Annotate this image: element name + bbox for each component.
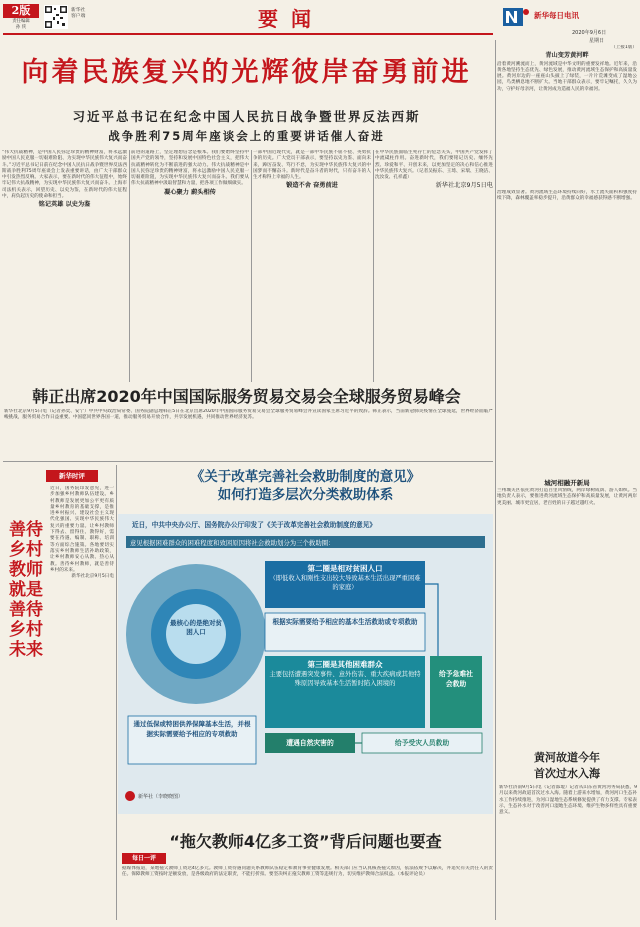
third-ring-head: 第三圈是其他困难群众 [307, 660, 383, 669]
lead-credit: 新华社北京9月5日电 [435, 182, 493, 190]
graphic-title [118, 468, 493, 504]
second-ring-measure: 根据实际需要给予相应的基本生活救助或专项救助 [272, 618, 418, 626]
third-ring-box [269, 660, 421, 688]
graphic-title-line-2: 如何打造多层次分类救助体系 [217, 487, 394, 503]
commentary-text: 近日，国务院印发意见，进一步加强乡村教师队伍建设。乡村教师是发展更加公平更有质量乡村教育的基础支撑，是推进乡村振兴、建设社会主义现代化强国、实现中华民族伟大复兴的重要力量。让乡村教师下得去、留得住、教得好，需要在待遇、编制、职称、培训等方面综合施策。各地要切实落实乡村教师生活补助政策，让乡村教师安心从教、热心从教。善待乡村教师，就是善待乡村的未来。 [50, 486, 114, 573]
graphic-intro: 近日，中共中央办公厅、国务院办公厅印发了《关于改革完善社会救助制度的意见》 [132, 521, 376, 529]
second-story-body: 新华社北京9月5日电（记者孙奕、安宁）中共中央政治局常委、国务院副总理韩正5日在北京出席2020年中国国际服务贸易交易会全球服务贸易峰会并宣读国家主席习近平的致辞。韩正表示，当前新冠肺炎疫情在全球蔓延，世界经济面临严峻挑战，服务贸易合作日益重要。中国愿同世界各国一道，推动服务贸易开放合作，共享发展机遇，共同推动世界经济复苏。 [4, 409, 493, 421]
core-measure-box: 通过低保或特困供养保障基本生活，并根据实际需要给予相应的专项救助 [133, 720, 251, 738]
third-ring-detail: 主要包括遭遇突发事件、意外伤害、重大疾病或其他特殊原因导致基本生活暂时陷入困境的 [269, 671, 421, 688]
app-label-line-1: 新华社 [71, 8, 86, 13]
lead-headline: 向着民族复兴的光辉彼岸奋勇前进 [21, 57, 472, 88]
right-top-title: 青山变芳黄河畔 [545, 52, 589, 60]
section-rule [3, 461, 493, 462]
publication-date: 2020年9月6日 [572, 30, 607, 36]
column-rule [251, 150, 252, 382]
lead-column-4 [375, 150, 493, 390]
second-ring-detail: （即低收入和刚性支出较大导致基本生活出现严重困难的家庭） [269, 575, 421, 591]
third-headline: “拖欠教师4亿多工资”背后问题也要查 [169, 832, 442, 851]
fourth-headline-line-2: 首次过水入海 [534, 767, 600, 780]
graphic-subintro: 意见根据困难群众的困难程度和致困原因将社会救助划分为三个救助圈： [130, 539, 335, 547]
lead-column-4-text: 在中华民族面临生死存亡的危急关头，中国共产党发挥了中流砥柱作用。奋进新时代，我们要铭记历史、缅怀先烈、珍爱和平、开创未来，以更加坚定的决心和信心推进中华民族伟大复兴。（记者吴振东、王琦、宋瑞、王晓洁、沈汝发、孔祥鑫） [375, 150, 493, 181]
lead-column-1 [2, 150, 127, 390]
publication-weekday: 星期日 [589, 38, 605, 44]
app-label-line-2: 客户端 [71, 14, 86, 19]
column-rule [116, 465, 117, 920]
lead-column-1-text: “伟大抗战精神，是中国人民弥足珍贵的精神财富，将永远激励中国人民克服一切艰难险阻、为实现中华民族伟大复兴而奋斗。”习近平总书记日前在纪念中国人民抗日战争暨世界反法西斯战争胜利75周年座谈会上发表重要讲话，由广大干部群众中引发热烈反响。大家表示，要在新时代的伟大征程中，始终牢记伟大抗战精神，为实现中华民族伟大复兴而奋斗。上海市司法机关表示，回望历史、以史为鉴，在新时代的伟大征程中，肩负起历史的使命和担当。 [2, 150, 127, 200]
graphic-source: 新华社（李晓晓图） [138, 794, 184, 800]
commentary-title: 善待乡村教师就是善待乡村未来 [9, 520, 43, 660]
lead-subhead-2: 战争胜利75周年座谈会上的重要讲话催人奋进 [108, 129, 385, 143]
commentary-body [50, 486, 114, 918]
editor-line-1: 责任编辑 [12, 19, 30, 24]
editor-info [3, 19, 39, 30]
graphic-title-line-1: 《关于改革完善社会救助制度的意见》 [190, 469, 421, 485]
continued-tag: （上接1版） [611, 45, 637, 50]
third-story-body: 据媒体报道，某地拖欠教师工资达4亿多元。教师工资待遇问题关系教师队伍稳定和教育事业健康发展。相关部门应当认真核查拖欠原因，依法依规予以解决，并追究有关责任人的责任。保障教师工资按时足额发放，是各级政府的法定职责，不能打折扣。要坚决纠正拖欠教师工资等违规行为，切实维护教师合法权益。（本报评论员） [122, 866, 493, 878]
inner-ring-label: 最核心的是绝对贫困人口 [170, 619, 222, 636]
lead-subtitle-3: 锻造不舍 奋勇前进 [286, 182, 338, 190]
lead-subhead-1: 习近平总书记在纪念中国人民抗日战争暨世界反法西斯 [72, 109, 421, 124]
lead-column-2 [131, 150, 249, 390]
commentary-tag: 新华时评 [46, 470, 98, 482]
column-rule [129, 150, 130, 382]
commentary-credit: 新华社北京9月5日电 [71, 574, 114, 580]
disaster-aid-label: 给予受灾人员救助 [394, 739, 450, 747]
column-rule [373, 150, 374, 382]
right-top-body: 沿着黄河溯流而上，黄河流域是中华文明的重要发祥地。近年来，沿黄各地坚持生态优先、绿色发展，推动黄河流域生态保护和高质量发展。黄河岸边的一座座山头披上了绿装，一片片荒滩变成了湿地公园，鸟类栖息地不断扩大。当地干部群众表示，要牢记嘱托，久久为功，守护好母亲河，让黄河成为造福人民的幸福河。 [497, 61, 637, 92]
page-number-badge: 2版 [3, 4, 39, 18]
section-title: 要 闻 [258, 7, 314, 31]
newspaper-logo-icon [503, 6, 531, 28]
fourth-story-body: 新华社济南9月5日电（记者邵琨）记者从山东省黄河河务局获悉，9月以来黄河故道首次过水入海。随着上游来水增加，黄河河口生态补水工作持续推进，为河口湿地生态系统修复提供了有力支撑。专家表示，生态补水对于改善河口湿地生态环境、维护生物多样性具有重要意义。 [499, 785, 637, 816]
lead-column-3 [253, 150, 371, 390]
lead-subtitle-2: 凝心聚力 蔚头相传 [164, 188, 216, 196]
right-column-story: 治理成效显著。黄河流域生态环境持续向好，水土流失面积和强度持续下降，森林覆盖率稳步提升，沿黄群众的幸福感获得感不断增强。 [497, 190, 637, 202]
app-label [71, 8, 85, 20]
second-ring-head: 第二圈是相对贫困人口 [307, 564, 383, 573]
disaster-victims-label: 遭遇自然灾害的 [286, 739, 334, 747]
emergency-aid-label: 给予急难社会救助 [439, 670, 473, 688]
editor-line-2: 孙 侠 [15, 24, 27, 30]
right-top-story [497, 45, 637, 185]
newspaper-name: 新华每日电讯 [534, 11, 579, 20]
daily-comment-tag: 每日一评 [122, 853, 166, 864]
right-section-title: 城河相融开新局 [544, 479, 590, 487]
lead-column-2-text: 前进的道路上，坚定理想信念是根本。我们要始终坚持中国共产党的领导，坚持和发展中国特色社会主义，把伟大抗战精神转化为不断前进的强大动力。伟大抗战精神是中国人民弥足珍贵的精神财富，将永远激励中国人民克服一切艰难险阻，为实现中华民族伟大复兴而奋斗。我们要从伟大抗战精神中汲取智慧和力量，把各项工作做细做实。 [131, 150, 249, 187]
lead-column-3-text: 一部中国近现代史，就是一部中华民族不屈不挠、英勇抗争的历史。广大党员干部表示，要坚持以史为鉴、面向未来，踔厉奋发、笃行不怠，为实现中华民族伟大复兴的中国梦而不懈奋斗。新时代是奋斗者的时代，只有奋斗的人生才称得上幸福的人生。 [253, 150, 371, 181]
lead-subtitle-1: 铭记英雄 以史为鉴 [38, 201, 91, 209]
second-ring-box [269, 564, 421, 592]
fourth-headline [497, 750, 637, 782]
fourth-headline-line-1: 黄河故道今年 [534, 751, 600, 764]
masthead-rule [3, 33, 493, 35]
second-headline: 韩正出席2020年中国国际服务贸易交易会全球服务贸易峰会 [32, 387, 461, 406]
qr-code-icon [44, 5, 68, 29]
right-section-body: 兰州城关区依托黄河打造百里风情线，两岸绿树成荫、游人如织。当地负责人表示，要推进黄河流域生态保护和高质量发展，让黄河两岸更美丽、城市更宜居，老百姓的日子越过越红火。 [497, 488, 637, 506]
social-assistance-infographic [118, 514, 493, 814]
column-rule [495, 40, 496, 920]
